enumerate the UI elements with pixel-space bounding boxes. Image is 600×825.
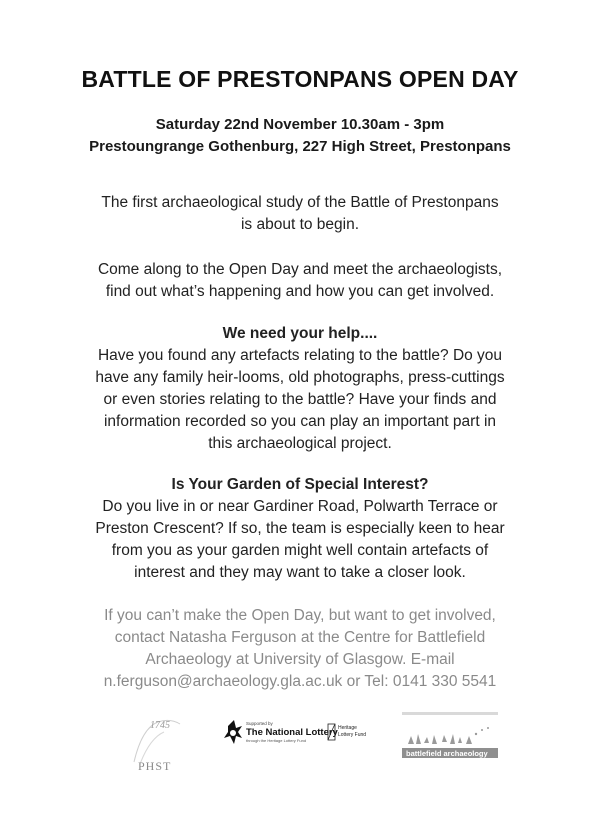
date-time-line: Saturday 22nd November 10.30am - 3pm xyxy=(155,116,445,133)
hlf-line-2: Lottery Fund xyxy=(338,732,367,738)
come-along-line: find out what’s happening and how you can get involved. xyxy=(105,283,495,300)
sponsor-logos xyxy=(0,700,600,780)
garden-line: from you as your garden might well contain artefacts of xyxy=(111,542,489,559)
battlefield-archaeology-logo xyxy=(400,710,500,760)
garden-line: interest and they may want to take a closer look. xyxy=(134,564,466,581)
venue-line: Prestoungrange Gothenburg, 227 High Street, Prestonpans xyxy=(89,138,511,155)
contact-line: contact Natasha Ferguson at the Centre for Battlefield xyxy=(114,629,486,646)
garden-line: Preston Crescent? If so, the team is especially keen to hear xyxy=(95,520,505,537)
help-line: Have you found any artefacts relating to the battle? Do you xyxy=(97,347,503,364)
intro-line: The first archaeological study of the Battle of Prestonpans xyxy=(101,194,499,211)
help-line: information recorded so you can play an important part in xyxy=(103,413,497,430)
help-section xyxy=(40,323,560,455)
lottery-supported-by: Supported by xyxy=(246,721,273,726)
lottery-name: The National Lottery xyxy=(246,727,338,738)
help-line: this archaeological project. xyxy=(208,435,392,452)
help-heading: We need your help.... xyxy=(222,325,378,342)
phst-logo xyxy=(122,708,192,774)
contact-line: Archaeology at University of Glasgow. E-mail xyxy=(145,651,455,668)
phst-emblem-icon xyxy=(122,708,192,774)
garden-line: Do you live in or near Gardiner Road, Polwarth Terrace or xyxy=(102,498,498,515)
contact-line: If you can’t make the Open Day, but want to get involved, xyxy=(104,607,496,624)
come-along-line: Come along to the Open Day and meet the archaeologists, xyxy=(97,261,503,278)
garden-section xyxy=(40,474,560,584)
phst-year: 1745 xyxy=(150,720,170,731)
help-line: have any family heir-looms, old photographs, press-cuttings xyxy=(95,369,505,386)
lottery-through: through the Heritage Lottery Fund xyxy=(246,738,307,743)
contact-line: n.ferguson@archaeology.gla.ac.uk or Tel: 0141 330 5541 xyxy=(103,673,497,690)
intro-paragraph xyxy=(40,192,560,236)
intro-line: is about to begin. xyxy=(240,216,360,233)
battlefield-name: battlefield archaeology xyxy=(406,749,488,758)
garden-heading: Is Your Garden of Special Interest? xyxy=(171,476,429,493)
hlf-line-1: Heritage xyxy=(338,725,357,731)
contact-paragraph xyxy=(40,605,560,693)
national-lottery-logo xyxy=(222,716,382,756)
phst-name: PHST xyxy=(138,759,172,773)
come-along-paragraph xyxy=(40,259,560,303)
help-line: or even stories relating to the battle? Have your finds and xyxy=(103,391,497,408)
flyer-title: BATTLE OF PRESTONPANS OPEN DAY xyxy=(81,66,519,92)
battlefield-figures-icon xyxy=(400,710,500,760)
lottery-hand-icon xyxy=(222,716,382,756)
